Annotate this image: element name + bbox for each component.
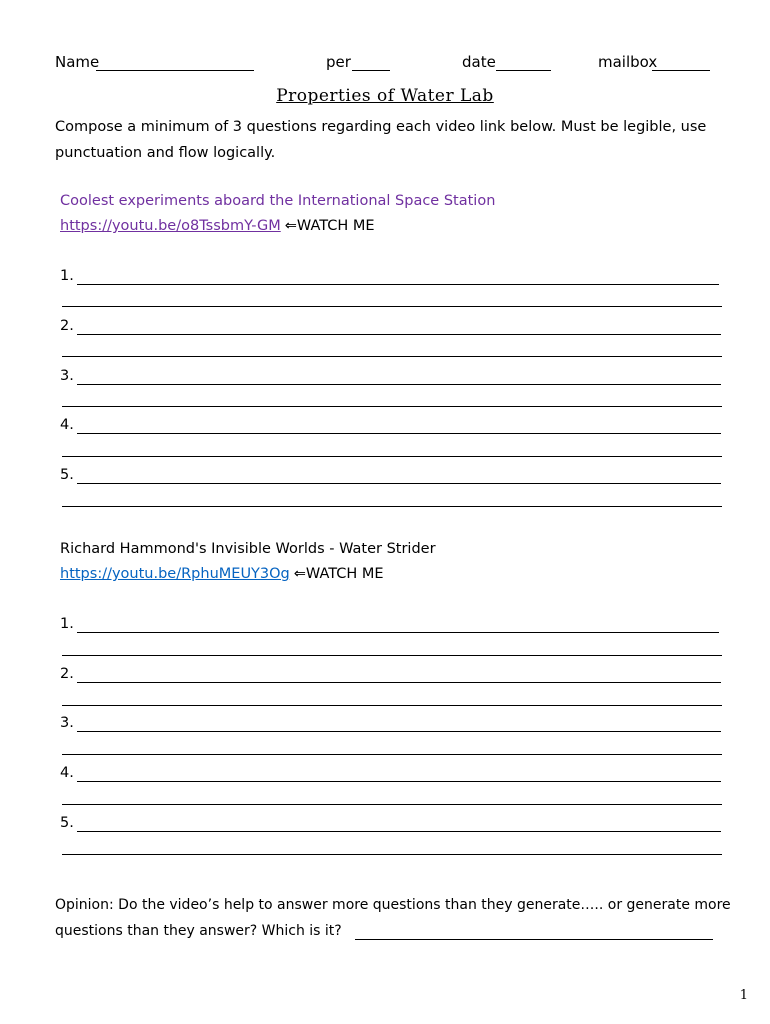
video-1-link[interactable]: https://youtu.be/o8TssbmY-GM (60, 218, 281, 234)
opinion-question-line-2: questions than they answer? Which is it? (55, 923, 342, 939)
answer-line[interactable] (77, 731, 721, 732)
answer-line[interactable] (62, 406, 722, 407)
watch-me-label: ⇐WATCH ME (284, 218, 375, 234)
answer-line[interactable] (62, 705, 722, 706)
question-number: 4. (60, 765, 74, 781)
answer-line[interactable] (77, 632, 719, 633)
answer-line[interactable] (77, 334, 721, 335)
instructions: Compose a minimum of 3 questions regarding each video link below. Must be legible, use punctuation and flow logically. (55, 119, 707, 161)
question-number: 5. (60, 815, 74, 831)
question-number: 1. (60, 268, 74, 284)
answer-line[interactable] (62, 456, 722, 457)
question-number: 2. (60, 318, 74, 334)
question-number: 4. (60, 417, 74, 433)
answer-line[interactable] (77, 483, 721, 484)
video-2-link[interactable]: https://youtu.be/RphuMEUY3Og (60, 566, 290, 582)
answer-line[interactable] (62, 306, 722, 307)
answer-line[interactable] (77, 284, 719, 285)
name-label: Name (55, 53, 100, 71)
watch-me-label: ⇐WATCH ME (293, 566, 384, 582)
answer-line[interactable] (77, 781, 721, 782)
answer-line[interactable] (62, 804, 722, 805)
name-field[interactable] (96, 70, 254, 71)
question-number: 3. (60, 715, 74, 731)
period-field[interactable] (352, 70, 390, 71)
period-label: per (326, 53, 351, 71)
video-1-title: Coolest experiments aboard the International Space Station (60, 193, 496, 209)
opinion-question-line-1: Opinion: Do the video’s help to answer more questions than they generate….. or generate more (55, 897, 731, 913)
answer-line[interactable] (77, 682, 721, 683)
answer-line[interactable] (77, 433, 721, 434)
answer-line[interactable] (77, 384, 721, 385)
video-2-title: Richard Hammond's Invisible Worlds - Water Strider (60, 541, 436, 557)
question-number: 1. (60, 616, 74, 632)
mailbox-label: mailbox (598, 53, 658, 71)
answer-line[interactable] (62, 655, 722, 656)
page-title: Properties of Water Lab (276, 86, 494, 106)
answer-line[interactable] (62, 854, 722, 855)
mailbox-field[interactable] (652, 70, 710, 71)
answer-line[interactable] (77, 831, 721, 832)
video-1-link-row (60, 218, 375, 234)
question-number: 2. (60, 666, 74, 682)
question-number: 3. (60, 368, 74, 384)
date-label: date (462, 53, 496, 71)
answer-line[interactable] (62, 754, 722, 755)
question-number: 5. (60, 467, 74, 483)
date-field[interactable] (496, 70, 551, 71)
page-number: 1 (739, 988, 748, 1003)
answer-line[interactable] (62, 506, 722, 507)
video-2-link-row (60, 566, 384, 582)
answer-line[interactable] (62, 356, 722, 357)
opinion-answer-line[interactable] (355, 939, 713, 940)
